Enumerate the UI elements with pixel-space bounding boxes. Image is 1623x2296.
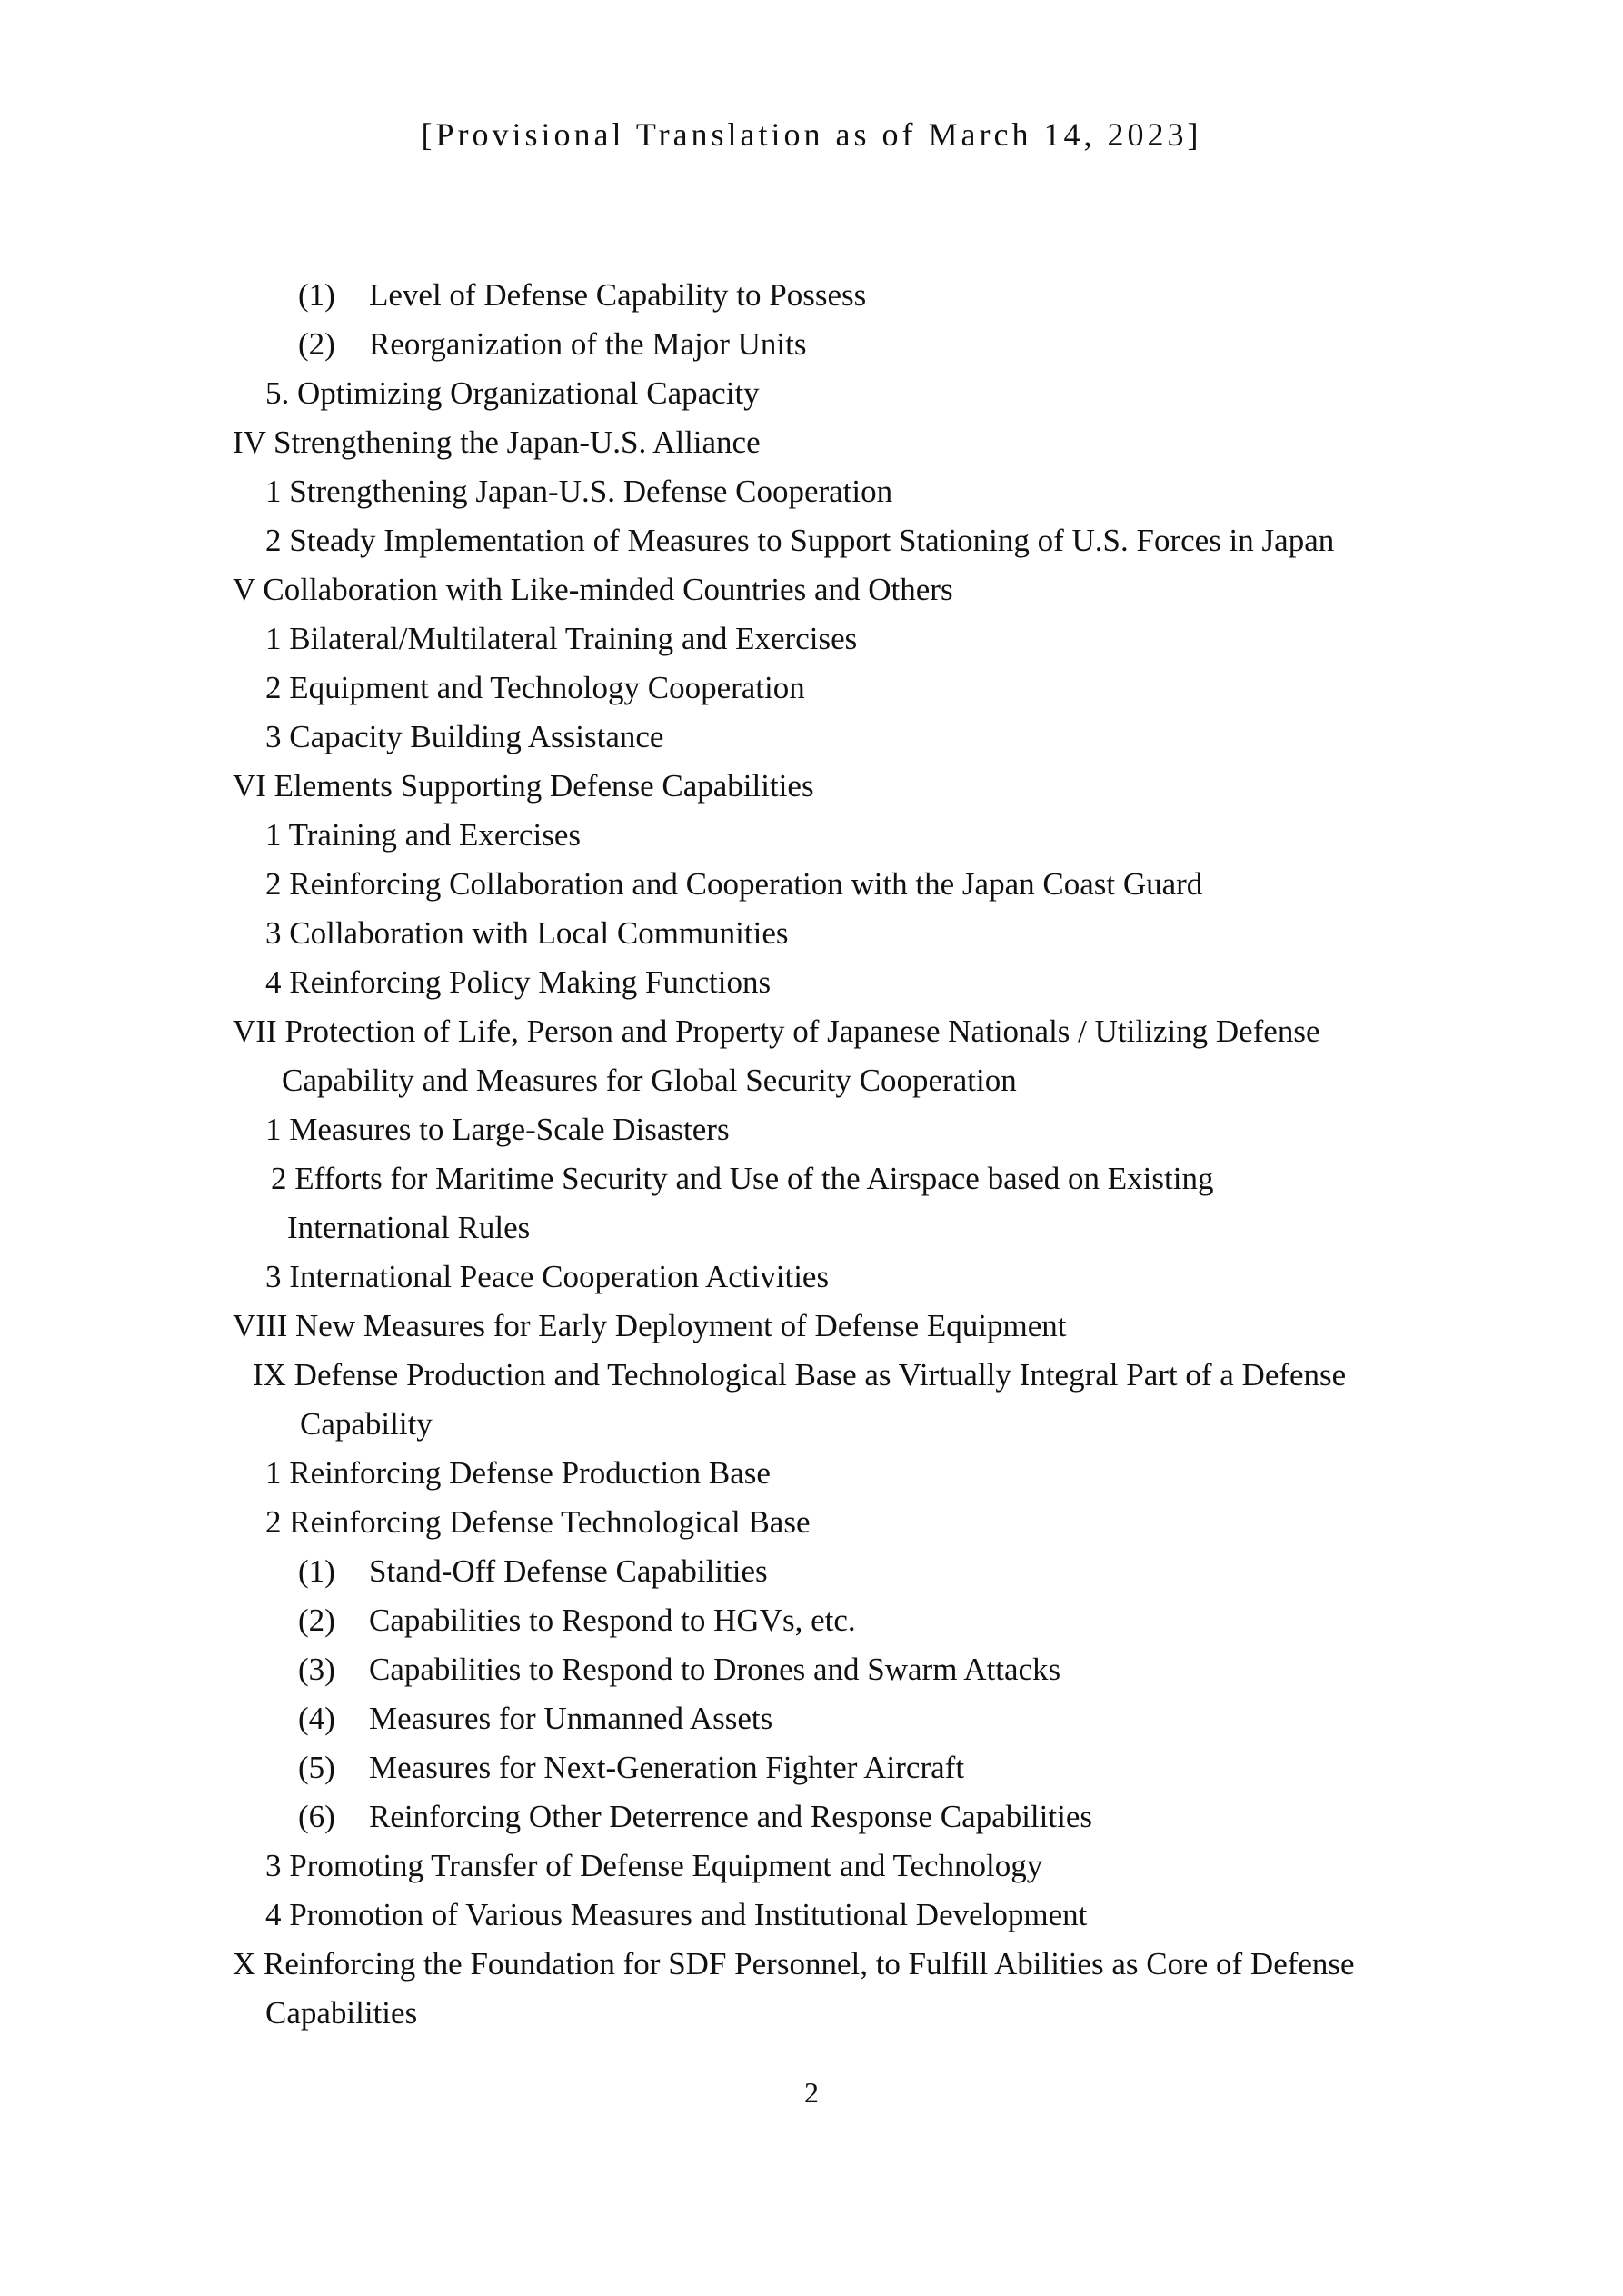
- toc-item: 1 Strengthening Japan-U.S. Defense Cooperation: [265, 474, 893, 509]
- toc-item: 4 Reinforcing Policy Making Functions: [265, 964, 772, 1000]
- toc-subitem: [298, 1797, 1092, 1837]
- toc-subitem: [298, 1552, 768, 1592]
- toc-chapter-viii: VIII New Measures for Early Deployment of Defense Equipment: [233, 1308, 1067, 1343]
- toc-chapter-vii-continued: Capability and Measures for Global Security Cooperation: [282, 1063, 1017, 1098]
- page-header: [Provisional Translation as of March 14, 2023]: [421, 116, 1202, 153]
- toc-subitem-number: (4): [298, 1701, 335, 1736]
- toc-subitem-number: (3): [298, 1652, 335, 1687]
- toc-subitem-level-of-defense-capability: [298, 275, 866, 315]
- toc-item: 1 Training and Exercises: [265, 817, 582, 853]
- toc-subitem: [298, 1699, 772, 1739]
- toc-subitem-number: (2): [298, 1602, 335, 1638]
- toc-item: 3 Promoting Transfer of Defense Equipment and Technology: [265, 1848, 1043, 1883]
- toc-subitem-label: Level of Defense Capability to Possess: [369, 277, 867, 313]
- toc-item-continued: International Rules: [287, 1210, 531, 1245]
- toc-subitem-number: (1): [298, 1553, 335, 1589]
- toc-subitem-label: Capabilities to Respond to Drones and Swarm Attacks: [369, 1652, 1061, 1687]
- toc-item: 3 Collaboration with Local Communities: [265, 915, 789, 951]
- toc-item: 2 Steady Implementation of Measures to Support Stationing of U.S. Forces in Japan: [265, 523, 1335, 558]
- toc-subitem: [298, 1601, 856, 1641]
- toc-item: 1 Bilateral/Multilateral Training and Exercises: [265, 621, 858, 656]
- toc-chapter-ix-continued: Capability: [300, 1406, 433, 1442]
- toc-chapter-vii: VII Protection of Life, Person and Property of Japanese Nationals / Utilizing Defense: [233, 1013, 1320, 1049]
- toc-item: 2 Equipment and Technology Cooperation: [265, 670, 805, 705]
- toc-item: 2 Efforts for Maritime Security and Use of the Airspace based on Existing: [271, 1161, 1214, 1196]
- toc-item: 2 Reinforcing Collaboration and Cooperation with the Japan Coast Guard: [265, 866, 1203, 902]
- toc-subitem-reorganization-major-units: [298, 324, 806, 364]
- toc-item: 5. Optimizing Organizational Capacity: [265, 375, 760, 411]
- toc-subitem-label: Stand-Off Defense Capabilities: [369, 1553, 768, 1589]
- toc-subitem: [298, 1748, 964, 1788]
- toc-subitem-label: Reorganization of the Major Units: [369, 326, 807, 362]
- toc-chapter-iv: IV Strengthening the Japan-U.S. Alliance: [233, 424, 761, 460]
- toc-subitem: [298, 1650, 1060, 1690]
- toc-item: 3 Capacity Building Assistance: [265, 719, 664, 754]
- toc-subitem-number: (1): [298, 277, 335, 313]
- page-number: 2: [804, 2076, 819, 2109]
- toc-item: 2 Reinforcing Defense Technological Base: [265, 1504, 811, 1540]
- toc-subitem-label: Measures for Unmanned Assets: [369, 1701, 773, 1736]
- toc-subitem-label: Measures for Next-Generation Fighter Aircraft: [369, 1750, 965, 1785]
- toc-chapter-x-continued: Capabilities: [265, 1995, 418, 2031]
- toc-subitem-number: (2): [298, 326, 335, 362]
- toc-subitem-number: (6): [298, 1799, 335, 1834]
- toc-chapter-v: V Collaboration with Like-minded Countries and Others: [233, 572, 953, 607]
- toc-item: 4 Promotion of Various Measures and Institutional Development: [265, 1897, 1088, 1932]
- toc-item: 1 Measures to Large-Scale Disasters: [265, 1112, 730, 1147]
- toc-subitem-number: (5): [298, 1750, 335, 1785]
- toc-chapter-vi: VI Elements Supporting Defense Capabilities: [233, 768, 814, 804]
- toc-chapter-ix: IX Defense Production and Technological Base as Virtually Integral Part of a Defense: [253, 1357, 1347, 1393]
- toc-item: 1 Reinforcing Defense Production Base: [265, 1455, 771, 1491]
- toc-subitem-label: Capabilities to Respond to HGVs, etc.: [369, 1602, 856, 1638]
- toc-subitem-label: Reinforcing Other Deterrence and Response Capabilities: [369, 1799, 1092, 1834]
- toc-item: 3 International Peace Cooperation Activities: [265, 1259, 830, 1294]
- toc-chapter-x: X Reinforcing the Foundation for SDF Personnel, to Fulfill Abilities as Core of Defense: [233, 1946, 1355, 1982]
